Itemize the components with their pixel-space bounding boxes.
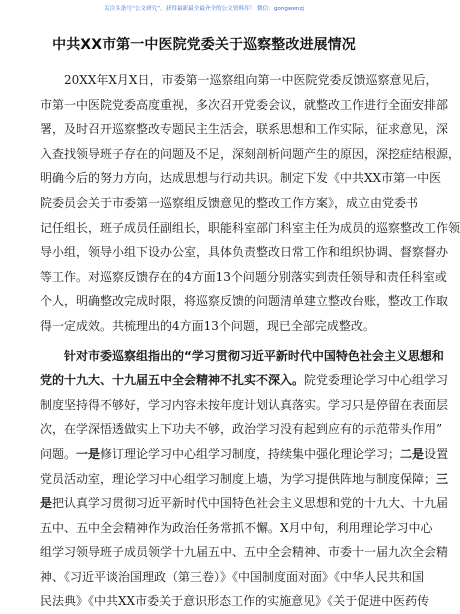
para2-line <box>40 344 444 369</box>
para2-lead-bold: 党的十九大、十九届五中全会精神不扎实不深入。 <box>40 373 305 388</box>
document-title: 中共XX市第一中医院党委关于巡察整改进展情况 <box>52 37 356 53</box>
para1-line: 明确今后的努力方向，达成思想与行动共识。制定下发《中共XX市第一中医 <box>40 171 442 186</box>
para2-line: 民法典》《中共XX市委关于意识形态工作的实施意见》《关于促进中医药传 <box>40 594 430 609</box>
banner-text: 关注头条号“公文研究”，获得最新最全最齐全的公文资料库！ <box>104 6 256 12</box>
para1-line: 导小组，领导小组下设办公室，具体负责整改日常工作和组织协调、督察督办 <box>40 245 449 260</box>
para1-line: 得一定成效。共梳理出的4方面13个问题，现已全部完成整改。 <box>40 318 375 333</box>
header-banner <box>0 5 408 13</box>
para1-line: 院委员会关于市委第一巡察组反馈意见的整改工作方案》，成立由党委书 <box>40 195 419 210</box>
para2-line <box>40 442 449 467</box>
para2-lead-bold: 针对市委巡察组指出的“学习贯彻习近平新时代中国特色社会主义思想和 <box>64 348 444 363</box>
para2-text: 把认真学习贯彻习近平新时代中国特色社会主义思想和党的十九大、十九届 <box>52 496 449 511</box>
para2-line: 组学习领导班子成员领学十九届五中、五中全会精神、市委十一届九次全会精 <box>40 545 449 560</box>
para2-bold-marker: 是 <box>40 496 53 511</box>
para2-line <box>40 467 449 492</box>
para2-text: 修订理论学习中心组学习制度，持续集中强化理论学习； <box>100 446 401 461</box>
para1-line: 记任组长，班子成员任副组长，职能科室部门科室主任为成员的巡察整改工作领 <box>40 220 460 235</box>
para2-bold-marker: 二是 <box>400 446 425 461</box>
para1-line: 市第一中医院党委高度重视，多次召开党委会议，就整改工作进行全面安排部 <box>40 97 449 112</box>
para1-line: 入查找领导班子存在的问题及不足，深刻剖析问题产生的原因，深挖症结根源， <box>40 146 460 161</box>
para2-text: 问题。 <box>40 446 77 461</box>
para2-text: 设置 <box>424 446 449 461</box>
para2-line <box>40 491 449 516</box>
document-body <box>40 68 460 614</box>
para2-bold-marker: 三 <box>436 471 449 486</box>
para1-line: 个人，明确整改完成时限，将巡察反馈的问题清单建立整改台账，整改工作取 <box>40 294 449 309</box>
para2-lead-rest: 院党委理论学习中心组学习 <box>304 373 449 388</box>
para1-line: 署，及时召开巡察整改专题民主生活会，联系思想和工作实际，征求意见，深 <box>40 122 449 137</box>
para2-text: 党员活动室，理论学习中心组学习制度上墙，为学习提供阵地与制度保障； <box>40 471 437 486</box>
para1-line: 20XX年X月X日，市委第一巡察组向第一中医院党委反馈巡察意见后， <box>64 73 438 87</box>
para2-line: 制度坚持得不够好，学习内容未按年度计划认真落实。学习只是停留在表面层 <box>40 397 449 412</box>
para2-line: 次，在学深悟透做实上下功夫不够，政治学习没有起到应有的示范带头作用” <box>40 422 443 437</box>
banner-contact: 微信：gongwenzj <box>257 6 304 12</box>
para2-line: 神、《习近平谈治国理政（第三卷）》《中国制度面对面》《中华人民共和国 <box>40 569 425 584</box>
para2-bold-marker: 一是 <box>76 446 101 461</box>
para2-line: 五中、五中全会精神作为政治任务常抓不懈。X月中旬，利用理论学习中心 <box>40 520 433 535</box>
para2-line <box>40 368 449 393</box>
para1-line: 等工作。对巡察反馈存在的4方面13个问题分别落实到责任领导和责任科室或 <box>40 269 447 284</box>
